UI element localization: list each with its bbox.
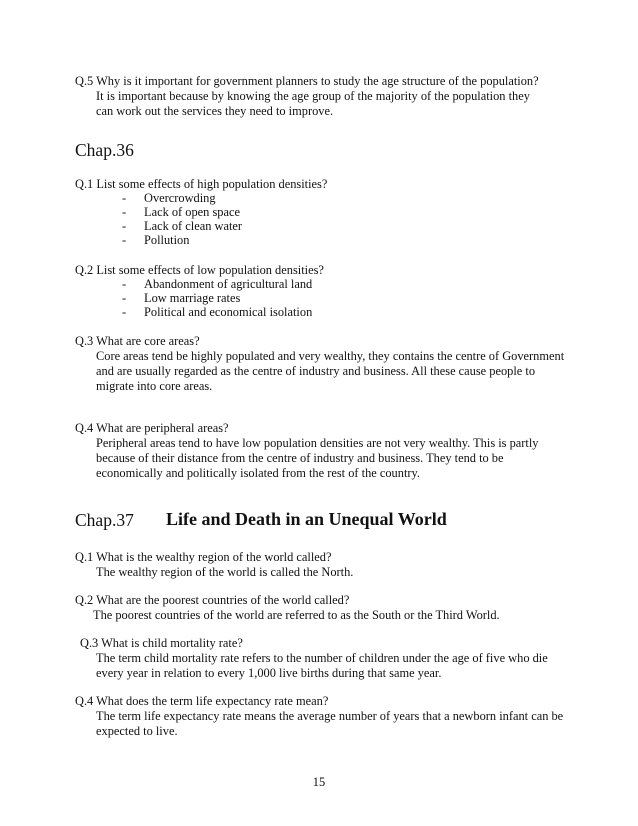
chapter-37-title: Life and Death in an Unequal World [166,509,447,529]
q5-answer-line-2: can work out the services they need to improve. [96,104,334,118]
chap36-q4-answer-line-2: because of their distance from the centre of industry and business. They tend to be [96,451,504,465]
chap36-q2-bullet: - Political and economical isolation [122,305,313,319]
q5-question: Q.5 Why is it important for government planners to study the age structure of the population? [75,74,539,88]
chap36-q2-bullet: - Abandonment of agricultural land [122,277,313,291]
chap37-q2-question: Q.2 What are the poorest countries of the world called? [75,593,350,607]
chap36-q2-question: Q.2 List some effects of low population densities? [75,263,324,277]
chap37-q3-answer-line-1: The term child mortality rate refers to the number of children under the age of five who die [96,651,548,665]
chapter-36-heading: Chap.36 [75,140,134,160]
chap36-q1-bullet: - Lack of open space [122,205,240,219]
chap36-q1-bullet: - Pollution [122,233,190,247]
chap37-q4-answer-line-2: expected to live. [96,724,178,738]
chapter-37-heading: Chap.37 [75,510,134,530]
chap36-q3-answer-line-2: and are usually regarded as the centre of industry and business. All these cause people to [96,364,536,378]
chap37-q4-answer-line-1: The term life expectancy rate means the average number of years that a newborn infant can be [96,709,564,723]
chap37-q2-answer: The poorest countries of the world are referred to as the South or the Third World. [93,608,500,622]
chap36-q3-answer-line-1: Core areas tend be highly populated and very wealthy, they contains the centre of Government [96,349,565,363]
chap36-q1-bullet: - Lack of clean water [122,219,243,233]
chap36-q4-question: Q.4 What are peripheral areas? [75,421,229,435]
chap37-q1-question: Q.1 What is the wealthy region of the world called? [75,550,332,564]
chap36-q1-bullet: - Overcrowding [122,191,216,205]
chap37-q1-answer: The wealthy region of the world is called the North. [96,565,354,579]
chap36-q1-question: Q.1 List some effects of high population densities? [75,177,328,191]
chap36-q4-answer-line-3: economically and politically isolated from the rest of the country. [96,466,421,480]
chap36-q4-answer-line-1: Peripheral areas tend to have low population densities are not very wealthy. This is partly [96,436,539,450]
chap36-q3-answer-line-3: migrate into core areas. [96,379,213,393]
q5-answer-line-1: It is important because by knowing the age group of the majority of the population they [96,89,530,103]
chap37-q4-question: Q.4 What does the term life expectancy rate mean? [75,694,329,708]
chap37-q3-answer-line-2: every year in relation to every 1,000 live births during that same year. [96,666,442,680]
chap36-q3-question: Q.3 What are core areas? [75,334,200,348]
chap36-q2-bullet: - Low marriage rates [122,291,241,305]
chap37-q3-question: Q.3 What is child mortality rate? [80,636,243,650]
page-number: 15 [312,775,326,789]
